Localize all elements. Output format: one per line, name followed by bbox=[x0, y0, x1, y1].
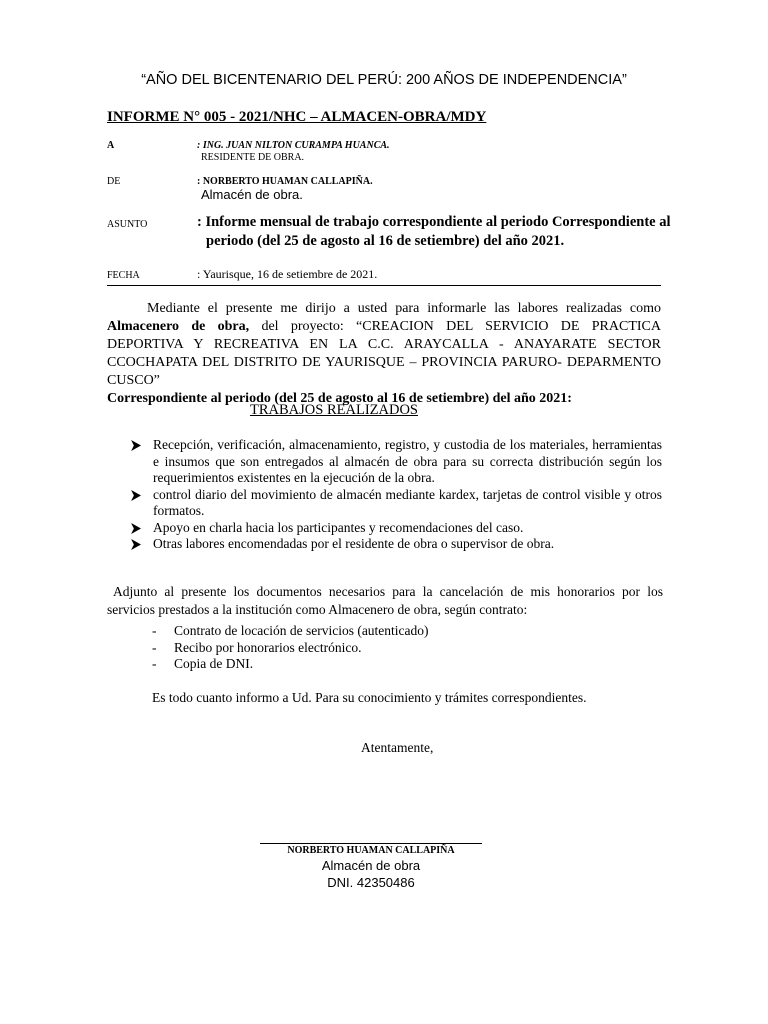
arrow-bullet-icon bbox=[130, 539, 141, 550]
attachments-list bbox=[152, 623, 429, 673]
arrow-bullet-icon bbox=[130, 523, 141, 534]
field-value-de-name: : NORBERTO HUAMAN CALLAPIÑA. bbox=[197, 176, 373, 187]
field-label-de: DE bbox=[107, 176, 121, 187]
list-item-text: control diario del movimiento de almacén mediante kardex, tarjetas de control visible y otros formatos. bbox=[153, 486, 662, 518]
dash-marker: - bbox=[152, 639, 157, 655]
dash-marker: - bbox=[152, 623, 157, 638]
field-label-asunto: ASUNTO bbox=[107, 219, 148, 230]
work-list bbox=[130, 437, 662, 553]
attachments-text: Adjunto al presente los documentos necesarios para la cancelación de mis honorarios por los servicios prestados a la institución como Almacenero de obra, según contrato: bbox=[107, 584, 663, 617]
list-item-text: Apoyo en charla hacia los participantes y recomendaciones del caso. bbox=[153, 519, 524, 535]
list-item-text: Contrato de locación de servicios (autenticado) bbox=[174, 623, 429, 638]
field-label-fecha: FECHA bbox=[107, 270, 140, 281]
intro-paragraph bbox=[107, 300, 661, 408]
report-title: INFORME N° 005 - 2021/NHC – ALMACEN-OBRA/MDY bbox=[107, 109, 487, 125]
list-item bbox=[130, 536, 662, 553]
signature-name: NORBERTO HUAMAN CALLAPIÑA bbox=[287, 845, 455, 856]
field-value-a-name: : ING. JUAN NILTON CURAMPA HUANCA. bbox=[197, 140, 390, 151]
closing-line: Es todo cuanto informo a Ud. Para su conocimiento y trámites correspondientes. bbox=[152, 690, 587, 705]
list-item bbox=[130, 520, 662, 537]
list-item bbox=[152, 623, 429, 640]
field-value-a-role: RESIDENTE DE OBRA. bbox=[201, 152, 305, 163]
signature-dni: DNI. 42350486 bbox=[327, 875, 415, 890]
list-item bbox=[152, 640, 429, 657]
section-title: TRABAJOS REALIZADOS bbox=[250, 402, 418, 418]
attachments-paragraph bbox=[107, 583, 663, 619]
list-item-text: Recibo por honorarios electrónico. bbox=[174, 639, 362, 655]
farewell: Atentamente, bbox=[361, 740, 434, 755]
field-label-a: A bbox=[107, 140, 115, 151]
list-item bbox=[152, 656, 429, 673]
intro-line1: Mediante el presente me dirijo a usted para informarle las labores realizadas como bbox=[147, 301, 661, 316]
field-value-fecha: : Yaurisque, 16 de setiembre de 2021. bbox=[197, 267, 378, 281]
arrow-bullet-icon bbox=[130, 440, 141, 451]
header-divider bbox=[107, 285, 661, 286]
intro-bold-role: Almacenero de obra, bbox=[107, 319, 250, 334]
list-item-text: Copia de DNI. bbox=[174, 656, 254, 671]
intro-project: del proyecto: “CREACION DEL SERVICIO DE PRACTICA DEPORTIVA Y RECREATIVA EN LA C.C. ARAYCALLA - ANAYARATE SECTOR CCOCHAPATA DEL DISTRITO DE YAURISQUE – PROVINCIA PARURO- DEPARMENTO CUSCO” bbox=[107, 319, 661, 388]
list-item-text: Recepción, verificación, almacenamiento, registro, y custodia de los materiales, herramientas e insumos que son entregados al almacén de obra para su correcta distribución según los requerimientos existentes en la ejecución de la obra. bbox=[153, 437, 662, 485]
signature-role: Almacén de obra bbox=[321, 858, 421, 873]
arrow-bullet-icon bbox=[130, 490, 141, 501]
list-item bbox=[130, 487, 662, 520]
list-item bbox=[130, 437, 662, 487]
field-value-de-role: Almacén de obra. bbox=[201, 187, 303, 202]
intro-period: Correspondiente al periodo (del 25 de agosto al 16 de setiembre) del año 2021: bbox=[107, 391, 572, 406]
signature-line bbox=[260, 843, 482, 844]
field-value-asunto-line2: periodo (del 25 de agosto al 16 de setiembre) del año 2021. bbox=[206, 233, 565, 249]
year-motto: “AÑO DEL BICENTENARIO DEL PERÚ: 200 AÑOS DE INDEPENDENCIA” bbox=[141, 72, 627, 88]
field-value-asunto-line1: : Informe mensual de trabajo correspondiente al periodo Correspondiente al bbox=[197, 214, 671, 230]
dash-marker: - bbox=[152, 656, 157, 671]
list-item-text: Otras labores encomendadas por el residente de obra o supervisor de obra. bbox=[153, 536, 555, 551]
